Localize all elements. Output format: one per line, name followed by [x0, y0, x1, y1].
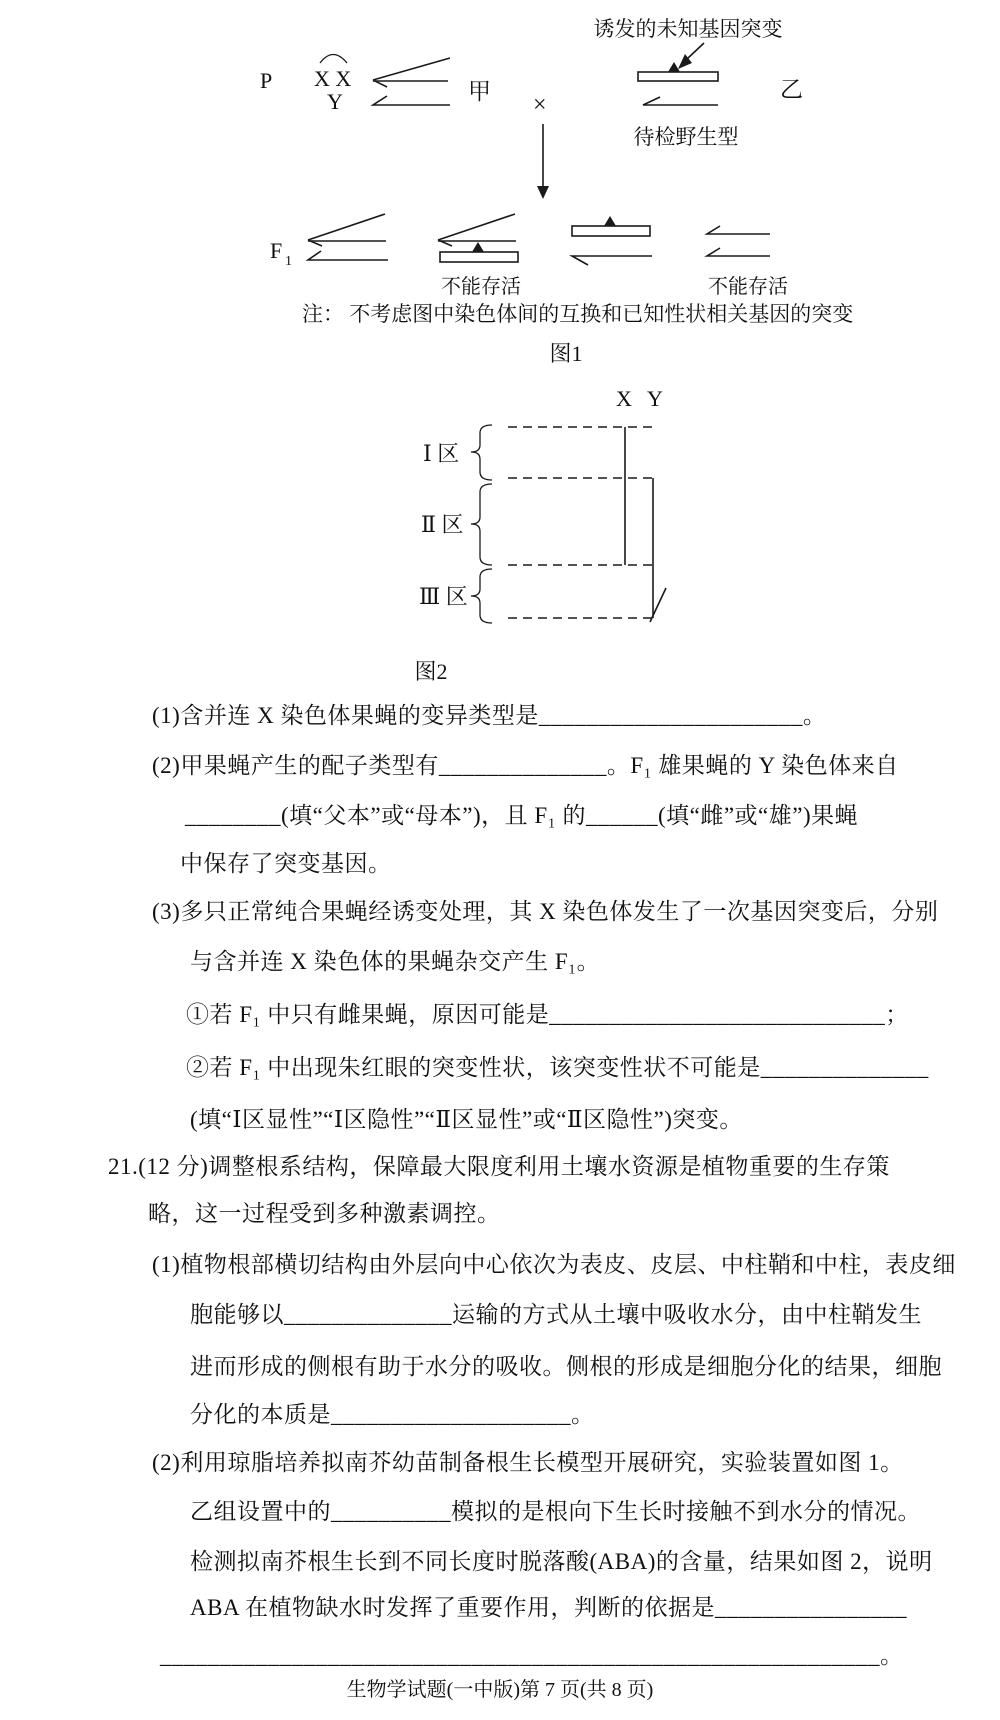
f1-genotype-attachedx-y [308, 214, 388, 260]
wildtype-label: 待检野生型 [633, 125, 739, 149]
f1-genotype-yy [707, 226, 770, 256]
mutant-x-chromosome-bar [638, 72, 718, 81]
lethal-label-1: 不能存活 [441, 276, 521, 298]
cross-symbol: × [533, 92, 547, 118]
f1-row [270, 214, 788, 298]
question-line: ①若 F₁ 中只有雌果蝇，原因可能是____________________________； [186, 1002, 909, 1027]
figure1-caption: 图1 [549, 341, 583, 366]
question-line: ABA 在植物缺水时发挥了重要作用，判断的依据是________________ [190, 1595, 908, 1620]
fig2-y-label: Y [647, 386, 663, 411]
question-line: 略，这一过程受到多种激素调控。 [148, 1201, 501, 1226]
wildtype-group [594, 17, 804, 149]
p-generation-group [260, 55, 491, 115]
p-label: P [260, 68, 273, 93]
yi-label: 乙 [780, 77, 803, 102]
p-attached-x-chromosome-glyph [373, 58, 450, 87]
question-line: (2)甲果蝇产生的配子类型有______________。F₁ 雄果蝇的 Y 染色体来自 [152, 753, 899, 778]
question-line: 检测拟南芥根生长到不同长度时脱落酸(ABA)的含量，结果如图 2，说明 [190, 1549, 933, 1574]
f1-genotype-attachedx-mutantx [438, 214, 518, 262]
question-line: 中保存了突变基因。 [180, 851, 392, 876]
mutation-annotation: 诱发的未知基因突变 [593, 17, 783, 41]
question-line: (填“Ⅰ区显性”“Ⅰ区隐性”“Ⅱ区显性”或“Ⅱ区隐性”)突变。 [190, 1107, 743, 1132]
wildtype-y-chromosome-glyph [643, 97, 718, 105]
p-y-chromosome-glyph [373, 96, 450, 105]
question-line: ②若 F₁ 中出现朱红眼的突变性状，该突变性状不可能是______________ [186, 1055, 929, 1080]
figure1-note: 注： 不考虑图中染色体间的互换和已知性状相关基因的突变 [302, 302, 854, 326]
attached-x-arc [320, 55, 347, 64]
f1-genotype-mutantx-y [572, 216, 652, 265]
fig2-brace-region3 [471, 569, 492, 623]
jia-label: 甲 [468, 79, 491, 104]
page-footer: 生物学试题(一中版)第 7 页(共 8 页) [346, 1679, 654, 1701]
question-line: ________(填“父本”或“母本”)，且 F₁ 的______(填“雌”或“雄”)果蝇 [185, 803, 859, 828]
question-line: (2)利用琼脂培养拟南芥幼苗制备根生长模型开展研究，实验装置如图 1。 [152, 1450, 904, 1475]
question-line: 乙组设置中的__________模拟的是根向下生长时接触不到水分的情况。 [190, 1499, 921, 1524]
fig2-brace-region2 [471, 484, 492, 565]
cross-arrow-down [537, 124, 549, 199]
figure2-group [414, 386, 666, 684]
question-line: 分化的本质是____________________。 [190, 1402, 595, 1427]
question-line: (1)植物根部横切结构由外层向中心依次为表皮、皮层、中柱鞘和中柱，表皮细 [152, 1252, 956, 1277]
f1-label: F [270, 238, 283, 263]
fig2-x-label: X [616, 386, 632, 411]
mutation-pointer-line [687, 43, 704, 59]
y-chromosome-label: Y [327, 89, 343, 114]
f1-label-subscript: 1 [285, 254, 292, 269]
question-line: ____________________________________________________________。 [160, 1643, 904, 1668]
question-line: 21.(12 分)调整根系结构，保障最大限度利用土壤水资源是植物重要的生存策 [108, 1154, 890, 1179]
figure2-caption: 图2 [414, 659, 448, 684]
xx-label: X X [314, 66, 352, 91]
question-line: 进而形成的侧根有助于水分的吸收。侧根的形成是细胞分化的结果，细胞 [190, 1354, 942, 1379]
fig2-region3-label: Ⅲ 区 [419, 584, 468, 609]
genetics-figures [0, 0, 1000, 695]
lethal-label-2: 不能存活 [708, 276, 788, 298]
question-line: 胞能够以______________运输的方式从土壤中吸收水分，由中柱鞘发生 [190, 1302, 922, 1327]
fig2-region1-label: Ⅰ 区 [423, 441, 460, 466]
fig2-brace-region1 [471, 425, 492, 480]
fig2-region2-label: Ⅱ 区 [421, 512, 464, 537]
question-line: (3)多只正常纯合果蝇经诱变处理，其 X 染色体发生了一次基因突变后，分别 [152, 899, 939, 924]
mutation-site-marker [668, 62, 680, 72]
question-line: 与含并连 X 染色体的果蝇杂交产生 F₁。 [190, 949, 601, 974]
question-line: (1)含并连 X 染色体果蝇的变异类型是______________________。 [152, 703, 827, 728]
